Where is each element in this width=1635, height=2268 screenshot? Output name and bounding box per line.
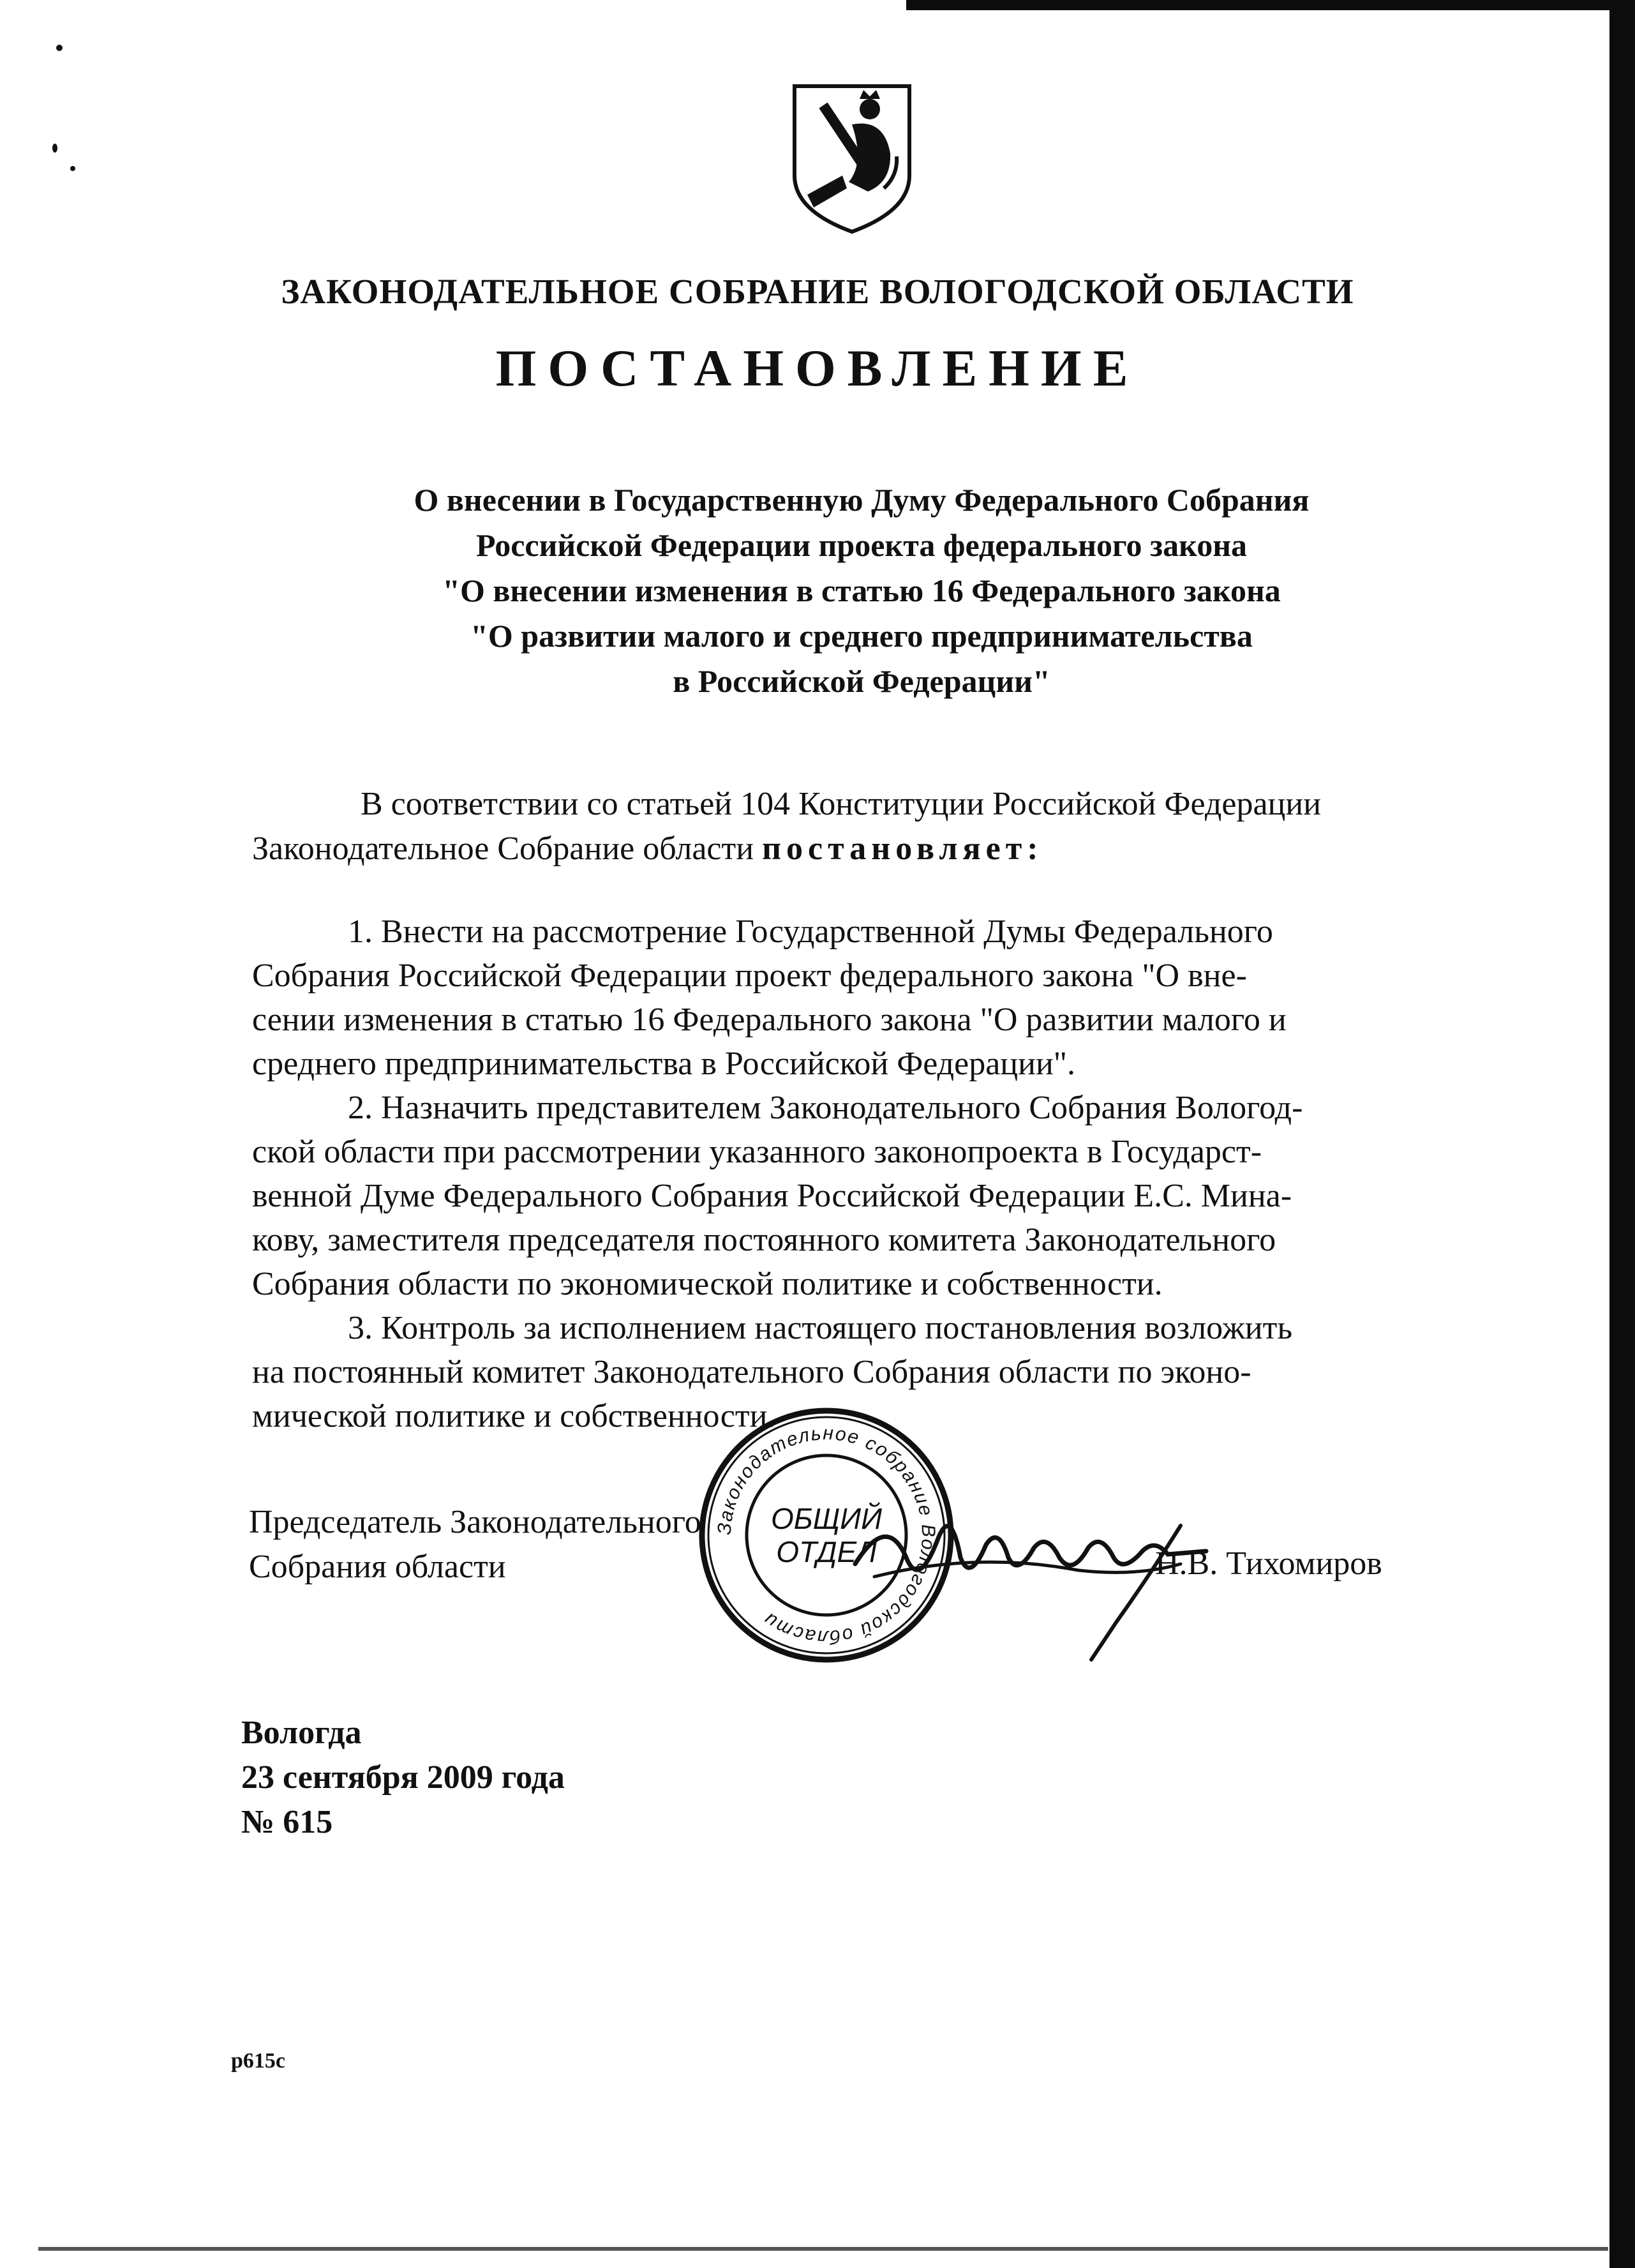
stamp-center-line: ОТДЕЛ xyxy=(776,1535,877,1568)
item-1-line: среднего предпринимательства в Российской Федерации". xyxy=(252,1046,1075,1082)
coat-of-arms-icon xyxy=(788,80,916,236)
title-line: Российской Федерации проекта федерального закона xyxy=(475,527,1248,563)
scan-speck xyxy=(70,166,75,171)
title-line: "О развитии малого и среднего предпринимательства xyxy=(470,618,1253,654)
signatory-position xyxy=(249,1500,701,1589)
item-2-line: Собрания области по экономической политике и собственности. xyxy=(252,1266,1163,1302)
signatory-name: Н.В. Тихомиров xyxy=(1155,1545,1382,1582)
preamble-prefix: Законодательное Собрание области xyxy=(252,830,763,867)
item-1-line: 1. Внести на рассмотрение Государственной Думы Федерального xyxy=(348,913,1273,950)
title-line: в Российской Федерации" xyxy=(673,663,1050,699)
title-line: "О внесении изменения в статью 16 Федерального закона xyxy=(442,573,1281,608)
item-3-line: на постоянный комитет Законодательного Собрания области по эконо- xyxy=(252,1354,1251,1390)
scan-edge-bottom xyxy=(38,2247,1608,2251)
item-2-line: венной Думе Федерального Собрания Российской Федерации Е.С. Мина- xyxy=(252,1178,1292,1214)
preamble-line xyxy=(252,827,1420,871)
place-date-number xyxy=(241,1711,565,1845)
item-2-line: кову, заместителя председателя постоянного комитета Законодательного xyxy=(252,1222,1276,1258)
position-line: Собрания области xyxy=(249,1549,506,1585)
document-title xyxy=(319,477,1404,704)
item-1-line: Собрания Российской Федерации проект федерального закона "О вне- xyxy=(252,958,1247,994)
document-city: Вологда xyxy=(241,1715,362,1751)
preamble-line: В соответствии со статьей 104 Конституции Российской Федерации xyxy=(361,786,1322,822)
title-line: О внесении в Государственную Думу Федерального Собрания xyxy=(414,482,1310,518)
item-3-line: 3. Контроль за исполнением настоящего постановления возложить xyxy=(348,1310,1293,1346)
item-2-line: 2. Назначить представителем Законодательного Собрания Вологод- xyxy=(348,1090,1303,1126)
document-type: ПОСТАНОВЛЕНИЕ xyxy=(495,339,1140,397)
organization-name: ЗАКОНОДАТЕЛЬНОЕ СОБРАНИЕ ВОЛОГОДСКОЙ ОБЛАСТИ xyxy=(281,272,1354,311)
stamp-center-line: ОБЩИЙ xyxy=(771,1502,882,1535)
document-date: 23 сентября 2009 года xyxy=(241,1759,565,1796)
document-code: р615с xyxy=(231,2049,285,2073)
position-line: Председатель Законодательного xyxy=(249,1504,701,1540)
preamble xyxy=(252,782,1420,871)
scan-speck xyxy=(56,45,63,51)
resolves-word: постановляет: xyxy=(762,830,1043,867)
item-1-line: сении изменения в статью 16 Федерального закона "О развитии малого и xyxy=(252,1002,1287,1038)
document-number: № 615 xyxy=(241,1804,333,1840)
stamp-ring-text: Законодательное собрание Вологодской области xyxy=(713,1422,939,1648)
scan-speck xyxy=(52,144,57,153)
scan-edge-top xyxy=(906,0,1635,10)
item-3-line: мической политике и собственности. xyxy=(252,1398,776,1434)
item-2-line: ской области при рассмотрении указанного законопроекта в Государст- xyxy=(252,1134,1262,1170)
resolution-items xyxy=(252,910,1420,1438)
